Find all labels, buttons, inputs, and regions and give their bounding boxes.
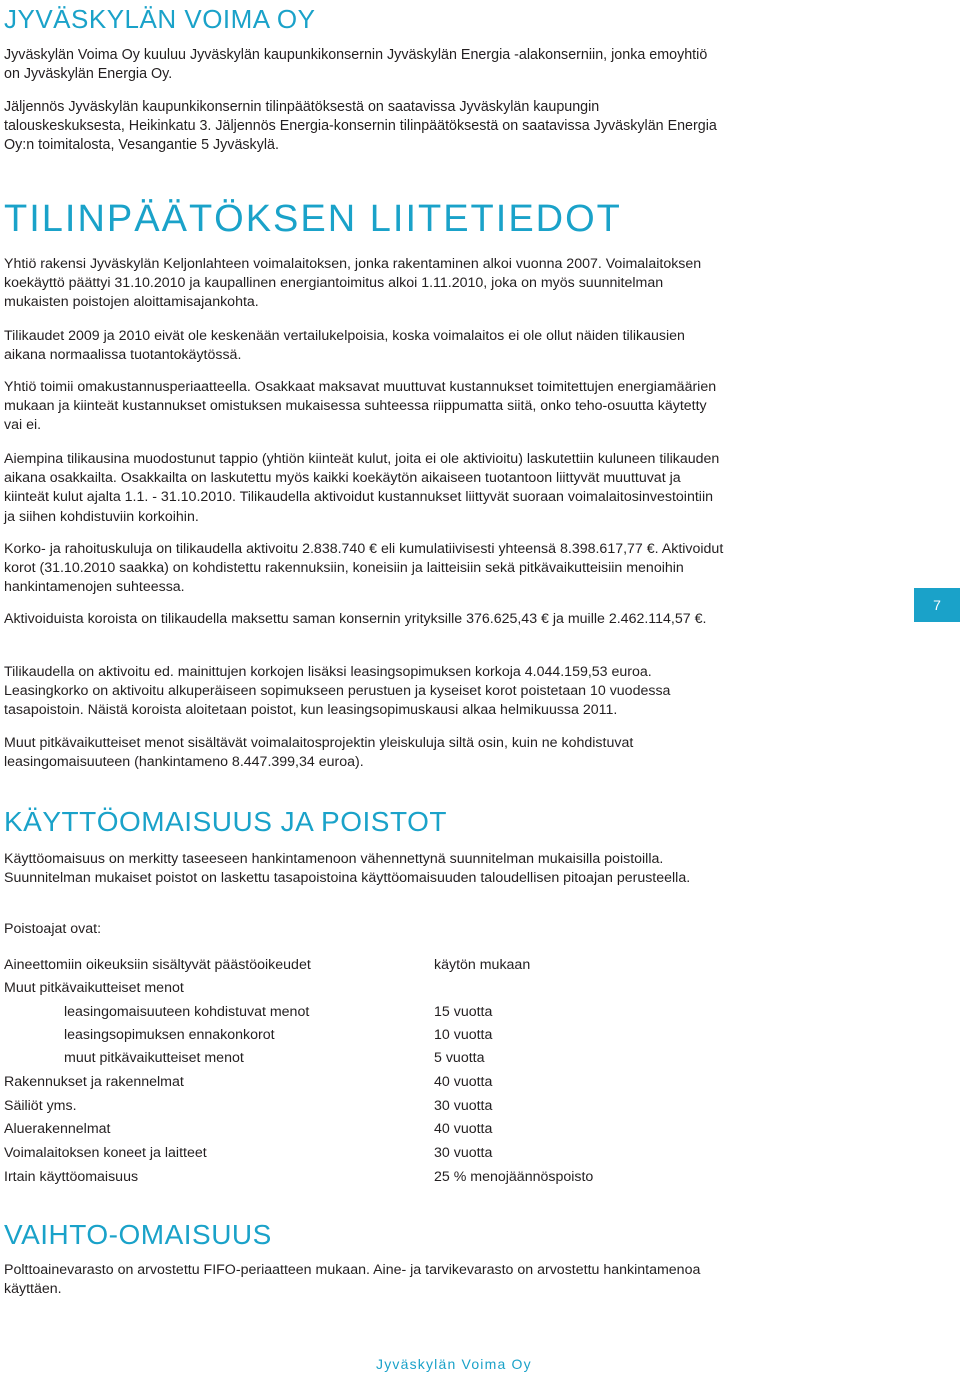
paragraph: Yhtiö rakensi Jyväskylän Keljonlahteen voimalaitoksen, jonka rakentaminen alkoi vuonna 2007. Voimalaitoksen koekäyttö päättyi 31.10.2010 ja kaupallinen energiantoimitus alkoi 1.11.2010, joka on myös suunnitelman mukaisten poistojen aloittamisajankohta.	[4, 256, 702, 311]
footer-company-name: Jyväskylän Voima Oy	[376, 1356, 532, 1372]
fixed-assets-paragraph	[4, 850, 724, 888]
row-value: 30 vuotta	[434, 1145, 493, 1161]
row-value: käytön mukaan	[434, 957, 531, 973]
row-label: Säiliöt yms.	[4, 1098, 77, 1114]
notes-paragraph-7	[4, 663, 724, 721]
row-label: Rakennukset ja rakennelmat	[4, 1074, 184, 1090]
paragraph: Jyväskylän Voima Oy kuuluu Jyväskylän kaupunkikonsernin Jyväskylän Energia -alakonserniin, jonka emoyhtiö on Jyväskylän Energia Oy.	[4, 47, 708, 83]
paragraph: Tilikaudella on aktivoitu ed. mainittujen korkojen lisäksi leasingsopimuksen korkoja 4.044.159,53 euroa. Leasingkorko on aktivoitu alkuperäiseen sopimukseen perustuen ja kyseiset korot poistetaan 10 vuodessa tasapoistoin. Näistä koroista aloitetaan poistot, kun leasingsopimuskausi alkaa helmikuussa 2011.	[4, 664, 671, 719]
row-label: leasingsopimuksen ennakonkorot	[64, 1027, 275, 1043]
row-value: 40 vuotta	[434, 1074, 493, 1090]
row-value: 15 vuotta	[434, 1004, 493, 1020]
page-number-tab: 7	[914, 588, 960, 622]
row-value: 10 vuotta	[434, 1027, 493, 1043]
row-label: Aineettomiin oikeuksiin sisältyvät päästöoikeudet	[4, 957, 311, 973]
notes-paragraph-3	[4, 378, 724, 436]
row-label: Aluerakennelmat	[4, 1121, 111, 1137]
section-heading-company: JYVÄSKYLÄN VOIMA OY	[4, 4, 316, 34]
paragraph: Aktivoiduista koroista on tilikaudella maksettu saman konsernin yrityksille 376.625,43 € ja muille 2.462.114,57 €.	[4, 611, 707, 627]
company-copy-paragraph	[4, 98, 724, 156]
row-label: leasingomaisuuteen kohdistuvat menot	[64, 1004, 310, 1020]
notes-paragraph-8	[4, 734, 724, 772]
row-value: 40 vuotta	[434, 1121, 493, 1137]
paragraph: Yhtiö toimii omakustannusperiaatteella. Osakkaat maksavat muuttuvat kustannukset toimitettujen energiamäärien mukaan ja kiinteät kustannukset omistuksen mukaisessa suhteessa riippumatta siitä, onko teho-osuutta käytetty vai ei.	[4, 379, 717, 434]
section-heading-inventory: VAIHTO-OMAISUUS	[4, 1219, 272, 1250]
paragraph: Polttoainevarasto on arvostettu FIFO-periaatteen mukaan. Aine- ja tarvikevarasto on arvostettu hankintamenoa käyttäen.	[4, 1262, 701, 1298]
inventory-paragraph	[4, 1261, 724, 1299]
paragraph: Jäljennös Jyväskylän kaupunkikonsernin tilinpäätöksestä on saatavissa Jyväskylän kaupungin talouskeskuksesta, Heikinkatu 3. Jäljennös Energia-konsernin tilinpäätöksestä on saatavissa Jyväskylän Energia Oy:n toimitalosta, Vesangantie 5 Jyväskylä.	[4, 99, 717, 154]
notes-paragraph-1	[4, 255, 724, 313]
paragraph: Poistoajat ovat:	[4, 921, 102, 937]
row-value: 30 vuotta	[434, 1098, 493, 1114]
row-value: 5 vuotta	[434, 1050, 485, 1066]
paragraph: Aiempina tilikausina muodostunut tappio (yhtiön kiinteät kulut, joita ei ole aktivioitu) laskutettiin kuluneen tilikauden aikana osakkailta. Osakkailta on laskutettu myös kaikki koekäytön aikaiseen tuotantoon liittyvät muuttuvat ja kiinteät kulut ajalta 1.1. - 31.10.2010. Tilikaudella aktivoidut kustannukset liittyvät suoraan voimalaitosinvestointiin ja siihen kohdistuviin korkoihin.	[4, 451, 720, 525]
depreciation-intro	[4, 920, 724, 939]
company-intro-paragraph	[4, 46, 724, 84]
paragraph: Muut pitkävaikutteiset menot sisältävät voimalaitosprojektin yleiskuluja siltä osin, kuin ne kohdistuvat leasingomaisuuteen (hankintameno 8.447.399,34 euroa).	[4, 735, 634, 771]
row-label: Muut pitkävaikutteiset menot	[4, 980, 184, 996]
notes-paragraph-4	[4, 450, 724, 527]
row-label: muut pitkävaikutteiset menot	[64, 1050, 244, 1066]
row-value: 25 % menojäännöspoisto	[434, 1169, 594, 1185]
row-label: Voimalaitoksen koneet ja laitteet	[4, 1145, 207, 1161]
paragraph: Tilikaudet 2009 ja 2010 eivät ole keskenään vertailukelpoisia, koska voimalaitos ei ole ollut näiden tilikausien aikana normaalissa tuotantokäytössä.	[4, 328, 685, 364]
section-heading-fixed-assets: KÄYTTÖOMAISUUS JA POISTOT	[4, 806, 447, 837]
notes-paragraph-6	[4, 610, 724, 629]
notes-paragraph-5	[4, 540, 724, 598]
notes-paragraph-2	[4, 327, 724, 365]
paragraph: Korko- ja rahoituskuluja on tilikaudella aktivoitu 2.838.740 € eli kumulatiivisesti yhteensä 8.398.617,77 €. Aktivoidut korot (31.10.2010 saakka) on kohdistettu rakennuksiin, koneisiin ja laitteisiin sekä pitkävaikutteisiin menoihin hankintamenojen suhteessa.	[4, 541, 724, 596]
section-heading-notes: TILINPÄÄTÖKSEN LIITETIEDOT	[4, 198, 622, 240]
row-label: Irtain käyttöomaisuus	[4, 1169, 139, 1185]
paragraph: Käyttöomaisuus on merkitty taseeseen hankintamenoon vähennettynä suunnitelman mukaisilla poistoilla. Suunnitelman mukaiset poistot on laskettu tasapoistoina käyttöomaisuuden taloudellisen pitoajan perusteella.	[4, 851, 691, 887]
